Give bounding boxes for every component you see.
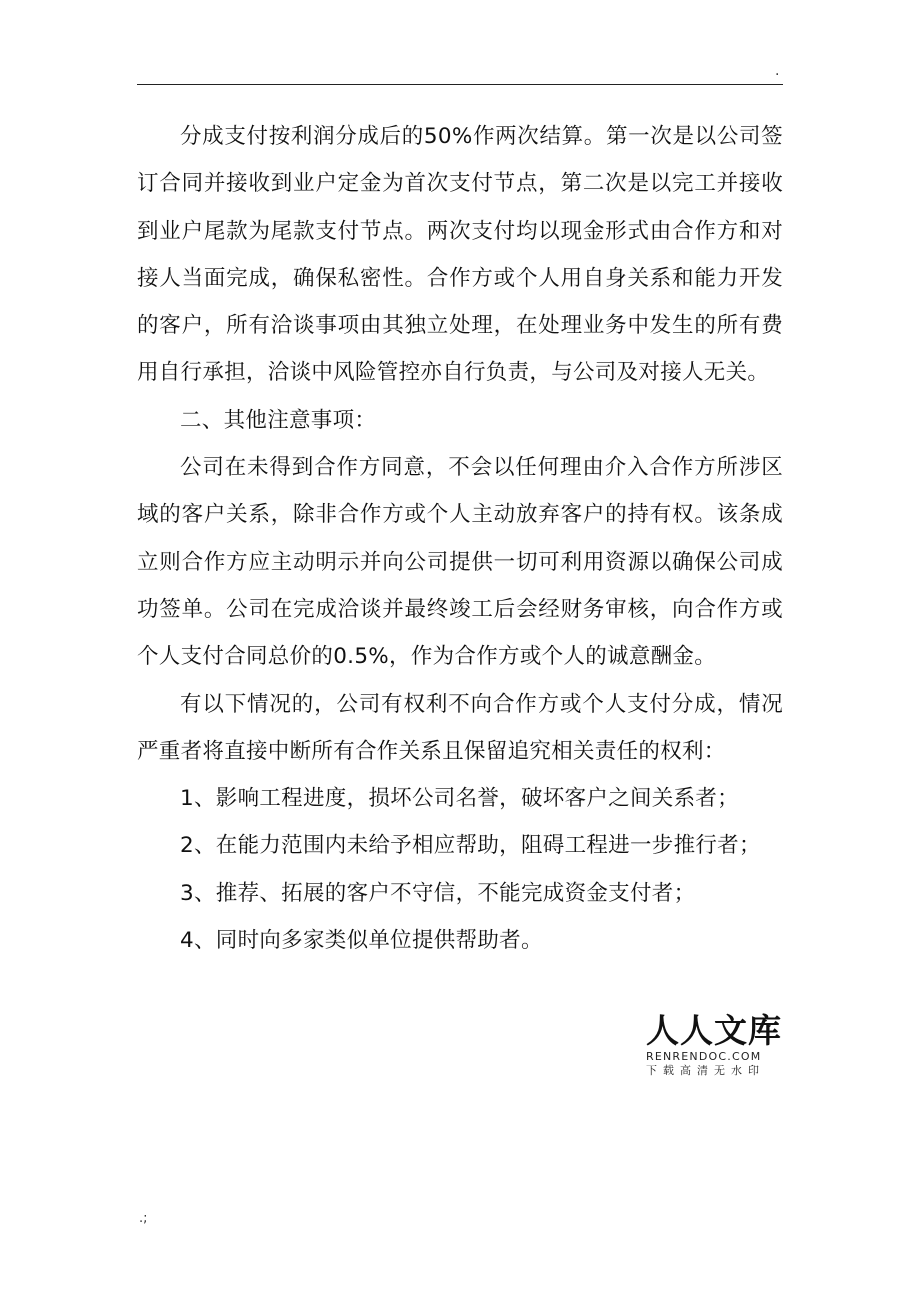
watermark-logo xyxy=(646,1011,782,1078)
watermark-title: 人人文库 xyxy=(646,1011,782,1050)
paragraph-conditions-intro: 有以下情况的，公司有权利不向合作方或个人支付分成，情况严重者将直接中断所有合作关系且保留追究相关责任的权利： xyxy=(137,691,783,764)
list-item-4: 4、同时向多家类似单位提供帮助者。 xyxy=(180,928,543,954)
paragraph-settlement: 分成支付按利润分成后的50%作两次结算。第一次是以公司签订合同并接收到业户定金为首次支付节点，第二次是以完工并接收到业户尾款为尾款支付节点。两次支付均以现金形式由合作方和对接人当面完成，确保私密性。合作方或个人用自身关系和能力开发的客户，所有洽谈事项由其独立处理，在处理业务中发生的所有费用自行承担，洽谈中风险管控亦自行负责，与公司及对接人无关。 xyxy=(137,124,783,386)
list-item-1: 1、影响工程进度，损坏公司名誉，破坏客户之间关系者； xyxy=(180,786,739,812)
header-mark: . xyxy=(775,63,780,79)
document-body xyxy=(137,113,783,964)
watermark-slogan: 下载高清无水印 xyxy=(646,1064,765,1077)
list-item-2: 2、在能力范围内未给予相应帮助，阻碍工程进一步推行者； xyxy=(180,833,761,859)
paragraph-client-relations: 公司在未得到合作方同意，不会以任何理由介入合作方所涉区域的客户关系，除非合作方或个人主动放弃客户的持有权。该条成立则合作方应主动明示并向公司提供一切可利用资源以确保公司成功签单。公司在完成洽谈并最终竣工后会经财务审核，向合作方或个人支付合同总价的0.5%，作为合作方或个人的诚意酬金。 xyxy=(137,455,783,670)
header-rule xyxy=(137,84,783,85)
footer-mark: .; xyxy=(139,1211,148,1226)
watermark-domain: RENRENDOC.COM xyxy=(646,1050,762,1063)
section-heading: 二、其他注意事项： xyxy=(180,407,377,433)
list-item-3: 3、推荐、拓展的客户不守信，不能完成资金支付者； xyxy=(180,880,696,906)
